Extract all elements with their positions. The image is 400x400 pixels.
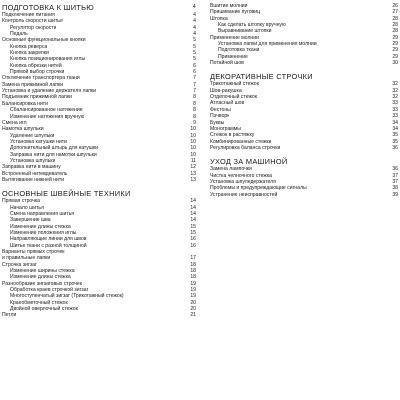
toc-entry-page: 29 [392,53,398,60]
toc-entry-title: Изменение положения иглы [10,230,77,236]
toc-entry-page: 10 [190,145,196,152]
toc-entry-title: Кнопка реверса [10,43,48,50]
toc-entry-title: Установка и удаление держателя лапки [2,88,97,95]
toc-entry-page: 32 [392,94,398,101]
toc-entry-page: 29 [392,47,398,54]
toc-entry-page: 15 [190,223,196,230]
toc-entry-page: 38 [392,185,398,192]
toc-entry-page: 29 [392,34,398,41]
toc-entry-title: Регулятор скорости [10,24,57,31]
toc-entry-page: 36 [392,166,398,173]
toc-entry-page: 8 [193,94,196,101]
toc-entry-page: 13 [190,170,196,177]
toc-entry-title: Дополнительный штырь для катушки [10,145,99,152]
toc-entry-title: и правильные лапки [2,255,51,262]
toc-entry-title: Многоступенчатый зигзаг (Трикотажный стежок) [10,293,124,300]
toc-entry-title: Смена направления шитья [10,210,75,217]
toc-entry-title: Изменение ширины стежка [10,268,75,275]
toc-entry-page: 39 [392,191,398,198]
toc-entry-title: Изменение натяжения вручную [10,113,85,120]
toc-entry-page: 5 [193,37,196,44]
toc-entry-title: Направляющие линии для швов [10,236,87,243]
toc-entry-title: Встроенный нитевдеватель [2,170,68,177]
toc-entry-title: Подготовка ткани [218,47,260,54]
toc-entry-title: Основные функциональные кнопки [2,37,86,44]
toc-entry-page: 5 [193,43,196,50]
section-title: ДЕКОРАТИВНЫЕ СТРОЧКИ [210,72,313,82]
toc-entry-page: 12 [190,164,196,171]
toc-entry-title: Изменение длины стежка [10,223,71,230]
section-heading [208,72,398,81]
toc-entry-title: Намотка шпульки [2,126,44,133]
toc-entry-title: Обработка краев строчкой зигзаг [10,287,89,294]
toc-entry-title: Замена лампочки [210,166,252,173]
toc-entry-title: Трикотажный стежок [210,81,259,88]
section-title: ОСНОВНЫЕ ШВЕЙНЫЕ ТЕХНИКИ [2,189,131,199]
toc-entry-page: 7 [193,75,196,82]
toc-entry-page: 34 [392,119,398,126]
section-page: 4 [192,4,196,10]
toc-entry-title: Отделочный стежок [210,94,257,101]
toc-entry-title: Замена прижимной лапки [2,81,64,88]
toc-entry-page: 4 [193,18,196,25]
toc-entry-page: 28 [392,22,398,29]
toc-entry-title: Педаль [10,31,28,38]
toc-entry-page: 6 [193,62,196,69]
toc-entry-page: 33 [392,113,398,120]
toc-entry-page: 19 [190,293,196,300]
toc-entry [208,192,398,198]
toc-list [0,12,196,183]
toc-entry-title: Кнопка закрепки [10,50,49,57]
toc-entry-title: Выравнивание штопки [218,28,272,35]
section-heading [0,3,196,12]
toc-entry-page: 4 [193,12,196,18]
toc-entry-title: Вшитие молнии [210,3,248,9]
toc-entry-title: Заправка нити в машину [2,164,61,171]
toc-entry-title: Применение [218,53,248,60]
toc-entry-page: 33 [392,100,398,107]
toc-entry-title: Стежок в растяжку [210,132,255,139]
toc-entry-title: Подключение питания [2,12,55,18]
toc-entry-page: 14 [190,217,196,224]
toc-entry-title: Двойной оверлочный стежок [10,306,78,313]
toc-entry-title: Буквы [210,119,225,126]
toc-entry-page: 14 [190,210,196,217]
toc-entry-page: 7 [193,88,196,95]
toc-entry-title: Прямой выбор строчки [10,69,65,76]
toc-entry-title: Отключение транспортера ткани [2,75,80,82]
toc-entry-page: 6 [193,69,196,76]
toc-entry-page: 7 [193,81,196,88]
toc-entry-page: 29 [392,41,398,48]
toc-entry-page: 20 [190,299,196,306]
toc-entry-page: 33 [392,106,398,113]
toc-entry-page: 34 [392,125,398,132]
toc-entry-page: 27 [392,9,398,16]
toc-entry-page: 14 [190,204,196,211]
toc-entry-page: 4 [193,24,196,31]
toc-entry-page: 8 [193,100,196,107]
toc-entry-page: 32 [392,81,398,88]
toc-entry-title: Контроль скорости шитья [2,18,63,25]
toc-entry-title: Установка лапки для применения молнии [218,41,317,48]
toc-entry-page: 17 [190,255,196,262]
toc-entry-title: Кнопка обрезки нитей [10,62,62,69]
toc-entry-title: Сбалансированное натяжение [10,107,83,114]
toc-entry-page: 10 [190,138,196,145]
toc-entry-page: 10 [190,132,196,139]
toc-entry-title: Варианты прямых строчек [2,249,65,256]
toc-entry-title: Установка шпуледержателя [210,178,276,185]
toc-entry-title: Чистка челночного стежка [210,172,273,179]
section-heading [0,189,196,198]
section-heading [208,157,398,166]
toc-entry-page: 9 [193,119,196,126]
toc-list [208,3,398,66]
toc-entry [0,312,196,318]
toc-entry-title: Атласный шов [210,100,245,107]
section-title: УХОД ЗА МАШИНОЙ [210,157,288,167]
toc-entry-page: 36 [392,144,398,151]
toc-entry-page: 8 [193,113,196,120]
toc-entry-page: 10 [190,126,196,133]
toc-entry-title: Шитье ткани с разной толщиной [10,242,87,249]
toc-entry-page: 8 [193,107,196,114]
toc-entry-title: Установка шпульки [10,157,56,164]
toc-list [208,81,398,151]
toc-entry-page: 13 [190,176,196,183]
toc-entry-page: 15 [190,230,196,236]
toc-entry-page: 28 [392,15,398,22]
toc-entry-page: 18 [190,274,196,281]
toc-entry-title: Пришивание пуговиц [210,9,261,16]
toc-entry-title: Вытягивание нижней нити [2,176,65,183]
toc-entry-title: Разнообразие зигзаговых строчек [2,280,82,287]
toc-entry-title: Петли [2,312,17,319]
toc-entry-page: 18 [190,268,196,275]
toc-entry-title: Штопка [210,15,228,22]
toc-entry-title: Устранение неисправностей [210,191,278,198]
toc-entry-page: 14 [190,198,196,205]
toc-entry-page: 26 [392,3,398,9]
toc-entry-page: 35 [392,132,398,139]
toc-entry-title: Потайной шов [210,60,244,67]
toc-list [0,198,196,319]
toc-entry-page: 10 [190,151,196,158]
toc-entry-title: Проблемы и предупреждающие сигналы [210,185,307,192]
toc-entry-page: 35 [392,138,398,145]
toc-entry-page: 20 [190,306,196,313]
toc-entry-title: Установка катушки нити [10,138,67,145]
toc-entry-page: 16 [190,242,196,249]
toc-entry-page: 5 [193,50,196,57]
toc-entry-title: Шов-ракушка [210,87,242,94]
toc-entry-title: Строчка зигзаг [2,261,37,268]
toc-entry-page: 18 [190,261,196,268]
toc-entry-title: Начало шитья [10,204,44,211]
toc-entry-title: Подъемник прижимной лапки [2,94,72,101]
toc-entry-page: 21 [190,312,196,319]
toc-entry-title: Удаление шпульки [10,132,55,139]
toc-entry-title: Пэчворк [210,113,230,120]
toc-entry-title: Фестоны [210,106,231,113]
toc-entry-page: 11 [190,157,196,164]
toc-entry-page: 37 [392,178,398,185]
toc-entry-title: Завершение шва [10,217,51,224]
toc-entry-page: 5 [193,56,196,63]
toc-entry-page: 19 [190,287,196,294]
toc-entry-title: Балансировка нити [2,100,48,107]
toc-entry-page: 30 [392,60,398,67]
toc-entry-title: Кнопка позиционирования иглы [10,56,86,63]
toc-entry-title: Прямая строчка [2,198,40,205]
toc-entry-title: Изменение длины стежка [10,274,71,281]
toc-entry-title: Регулировка баланса строчки [210,144,281,151]
toc-entry-page: 4 [193,31,196,38]
toc-entry-page: 37 [392,172,398,179]
section-title: ПОДГОТОВКА К ШИТЬЮ [2,3,95,12]
toc-entry-page: 32 [392,87,398,94]
toc-entry-title: Применение молнии [210,34,259,41]
toc-entry-title: Монограммы [210,125,241,132]
toc-list [208,166,398,198]
toc-entry-title: Заправка нити для намотки шпульки [10,151,97,158]
toc-entry-page: 19 [190,280,196,287]
toc-left-column [0,3,196,319]
toc-entry-page: 16 [190,236,196,243]
toc-entry-title: Комбинированные стежки [210,138,272,145]
toc-entry-title: Как сделать штопку вручную [218,22,286,29]
toc-right-column [208,3,398,198]
toc-entry-title: Краеобметочный стежок [10,299,68,306]
toc-entry-page: 28 [392,28,398,35]
toc-entry-title: Смена игл [2,119,27,126]
